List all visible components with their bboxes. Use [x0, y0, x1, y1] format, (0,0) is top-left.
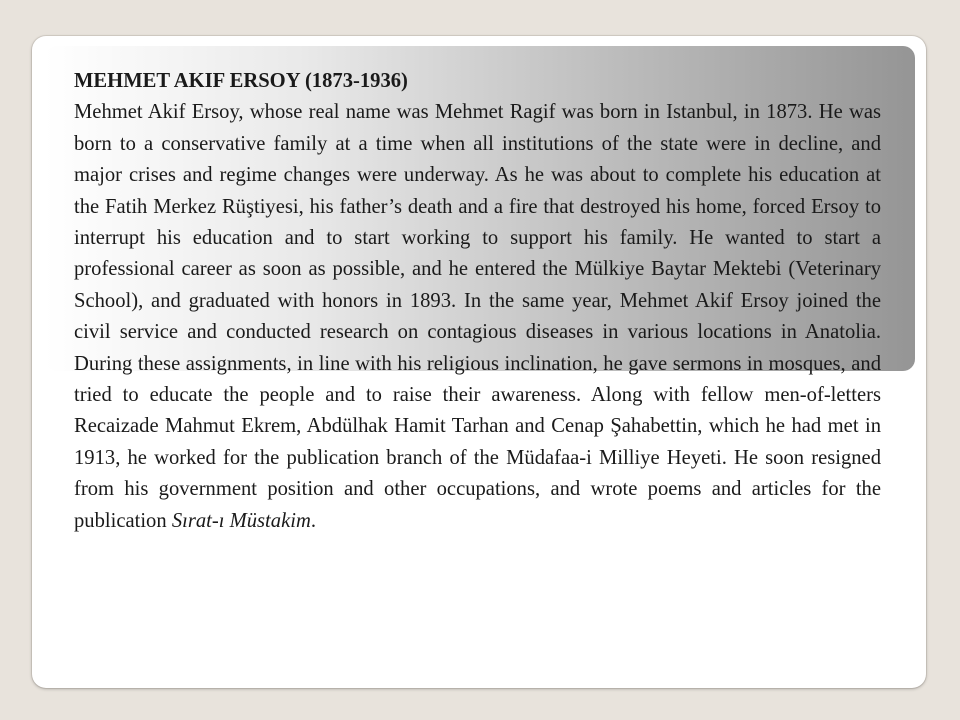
biography-body: Mehmet Akif Ersoy, whose real name was Mehmet Ragif was born in Istanbul, in 1873. He was born to a conservative family at a time when all institutions of the state were in decline, and major crises and regime changes were underway. As he was about to complete his education at the Fatih Merkez Rüştiyesi, his father’s death and a fire that destroyed his home, forced Ersoy to interrupt his education and to start working to support his family. He wanted to start a professional career as soon as possible, and he entered the Mülkiye Baytar Mektebi (Veterinary School), and graduated with honors in 1893. In the same year, Mehmet Akif Ersoy joined the civil service and conducted research on contagious diseases in various locations in Anatolia. During these assignments, in line with his religious inclination, he gave sermons in mosques, and tried to educate the people and to raise their awareness. Along with fellow men-of-letters Recaizade Mahmut Ekrem, Abdülhak Hamit Tarhan and Cenap Şahabettin, which he had met in 1913, he worked for the publication branch of the Müdafaa-i Milliye Heyeti. He soon resigned from his government position and other occupations, and wrote poems and articles for the publication	[74, 101, 881, 532]
closing-period: .	[310, 509, 316, 532]
publication-title: Sırat-ı Müstakim	[171, 509, 311, 532]
biography-text	[74, 66, 881, 537]
biography-heading: MEHMET AKIF ERSOY (1873-1936)	[74, 70, 408, 92]
